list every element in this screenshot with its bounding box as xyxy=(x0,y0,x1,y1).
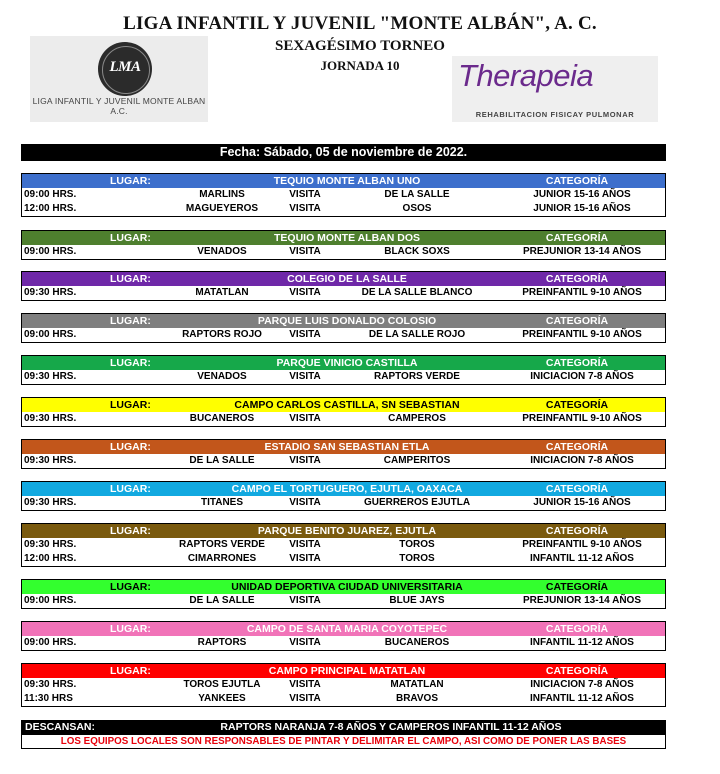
venue-block xyxy=(21,173,666,217)
home-team: YANKEES xyxy=(198,693,246,704)
venue-header xyxy=(22,622,665,636)
categoria-label: CATEGORÍA xyxy=(545,581,609,593)
rest-banner xyxy=(21,720,666,735)
game-time: 09:00 HRS. xyxy=(24,246,77,257)
away-team: MATATLAN xyxy=(390,679,444,690)
game-time: 09:30 HRS. xyxy=(24,539,77,550)
venue-header xyxy=(22,314,665,328)
league-logo-caption: LIGA INFANTIL Y JUVENIL MONTE ALBAN A.C. xyxy=(32,96,206,116)
home-team: RAPTORS xyxy=(197,637,247,648)
venue-name: CAMPO CARLOS CASTILLA, SN SEBASTIAN xyxy=(234,399,460,411)
away-team: TOROS xyxy=(399,553,435,564)
game-category: PREINFANTIL 9-10 AÑOS xyxy=(522,539,642,550)
game-time: 09:30 HRS. xyxy=(24,371,77,382)
game-category: PREINFANTIL 9-10 AÑOS xyxy=(522,329,642,340)
categoria-label: CATEGORÍA xyxy=(545,483,609,495)
venue-block xyxy=(21,663,666,707)
home-team: MARLINS xyxy=(199,189,245,200)
visita-label: VISITA xyxy=(289,553,321,564)
categoria-label: CATEGORÍA xyxy=(545,175,609,187)
venue-block xyxy=(21,271,666,301)
venue-header xyxy=(22,440,665,454)
visita-label: VISITA xyxy=(289,371,321,382)
categoria-label: CATEGORÍA xyxy=(545,399,609,411)
home-team: MAGUEYEROS xyxy=(185,203,259,214)
venue-block xyxy=(21,439,666,469)
home-team: TITANES xyxy=(200,497,244,508)
visita-label: VISITA xyxy=(289,595,321,606)
field-notice: LOS EQUIPOS LOCALES SON RESPONSABLES DE PINTAR Y DELIMITAR EL CAMPO, ASI COMO DE PONER LAS BASES xyxy=(21,735,666,749)
venue-header xyxy=(22,580,665,594)
lugar-label: LUGAR: xyxy=(110,232,151,244)
game-row xyxy=(22,454,665,468)
venue-header xyxy=(22,272,665,286)
away-team: RAPTORS VERDE xyxy=(374,371,460,382)
venue-header xyxy=(22,664,665,678)
game-category: JUNIOR 15-16 AÑOS xyxy=(533,203,631,214)
game-category: PREJUNIOR 13-14 AÑOS xyxy=(523,246,641,257)
venue-name: TEQUIO MONTE ALBAN UNO xyxy=(273,175,421,187)
categoria-label: CATEGORÍA xyxy=(545,441,609,453)
game-time: 09:30 HRS. xyxy=(24,455,77,466)
away-team: BLACK SOXS xyxy=(384,246,450,257)
venue-name: UNIDAD DEPORTIVA CIUDAD UNIVERSITARIA xyxy=(231,581,463,593)
game-row xyxy=(22,636,665,650)
categoria-label: CATEGORÍA xyxy=(545,665,609,677)
visita-label: VISITA xyxy=(289,329,321,340)
game-time: 09:00 HRS. xyxy=(24,329,77,340)
away-team: OSOS xyxy=(402,203,432,214)
game-time: 09:00 HRS. xyxy=(24,189,77,200)
venue-block xyxy=(21,355,666,385)
game-row xyxy=(22,678,665,692)
away-team: BUCANEROS xyxy=(384,637,450,648)
home-team: VENADOS xyxy=(197,246,247,257)
venue-block xyxy=(21,579,666,609)
categoria-label: CATEGORÍA xyxy=(545,273,609,285)
game-time: 11:30 HRS xyxy=(24,693,73,704)
venue-name: ESTADIO SAN SEBASTIAN ETLA xyxy=(264,441,430,453)
away-team: DE LA SALLE xyxy=(384,189,450,200)
categoria-label: CATEGORÍA xyxy=(545,357,609,369)
venue-block xyxy=(21,397,666,427)
game-row xyxy=(22,692,665,706)
away-team: GUERREROS EJUTLA xyxy=(363,497,471,508)
categoria-label: CATEGORÍA xyxy=(545,623,609,635)
home-team: RAPTORS ROJO xyxy=(182,329,262,340)
league-logo-mark: LMA xyxy=(109,59,141,75)
game-row xyxy=(22,202,665,216)
game-category: INICIACION 7-8 AÑOS xyxy=(530,371,634,382)
game-category: INFANTIL 11-12 AÑOS xyxy=(530,553,634,564)
game-category: PREJUNIOR 13-14 AÑOS xyxy=(523,595,641,606)
game-time: 12:00 HRS. xyxy=(24,553,77,564)
baseball-icon xyxy=(98,42,152,96)
lugar-label: LUGAR: xyxy=(110,273,151,285)
game-time: 09:30 HRS. xyxy=(24,413,77,424)
visita-label: VISITA xyxy=(289,287,321,298)
rest-teams: RAPTORS NARANJA 7-8 AÑOS Y CAMPEROS INFANTIL 11-12 AÑOS xyxy=(220,721,562,733)
game-category: INICIACION 7-8 AÑOS xyxy=(530,679,634,690)
venue-header xyxy=(22,356,665,370)
tournament-subtitle: SEXAGÉSIMO TORNEO xyxy=(275,38,445,54)
lugar-label: LUGAR: xyxy=(110,357,151,369)
away-team: BLUE JAYS xyxy=(389,595,445,606)
venue-name: COLEGIO DE LA SALLE xyxy=(287,273,407,285)
venue-header xyxy=(22,174,665,188)
visita-label: VISITA xyxy=(289,203,321,214)
league-logo xyxy=(30,36,208,122)
home-team: MATATLAN xyxy=(195,287,249,298)
game-row xyxy=(22,552,665,566)
home-team: BUCANEROS xyxy=(189,413,255,424)
sponsor-tagline: REHABILITACION FISICAY PULMONAR xyxy=(475,110,635,119)
visita-label: VISITA xyxy=(289,679,321,690)
venue-name: TEQUIO MONTE ALBAN DOS xyxy=(273,232,421,244)
sponsor-brand: Therapeia xyxy=(458,58,594,93)
date-banner: Fecha: Sábado, 05 de noviembre de 2022. xyxy=(21,144,666,161)
lugar-label: LUGAR: xyxy=(110,581,151,593)
lugar-label: LUGAR: xyxy=(110,623,151,635)
jornada-label: JORNADA 10 xyxy=(320,58,400,73)
venue-block xyxy=(21,523,666,567)
away-team: BRAVOS xyxy=(395,693,439,704)
home-team: CIMARRONES xyxy=(187,553,257,564)
venue-header xyxy=(22,398,665,412)
game-row xyxy=(22,594,665,608)
lugar-label: LUGAR: xyxy=(110,665,151,677)
venue-header xyxy=(22,231,665,245)
visita-label: VISITA xyxy=(289,693,321,704)
game-row xyxy=(22,412,665,426)
lugar-label: LUGAR: xyxy=(110,525,151,537)
visita-label: VISITA xyxy=(289,246,321,257)
visita-label: VISITA xyxy=(289,637,321,648)
game-category: INFANTIL 11-12 AÑOS xyxy=(530,637,634,648)
game-time: 09:30 HRS. xyxy=(24,287,77,298)
visita-label: VISITA xyxy=(289,413,321,424)
game-row xyxy=(22,370,665,384)
home-team: VENADOS xyxy=(197,371,247,382)
game-category: INICIACION 7-8 AÑOS xyxy=(530,455,634,466)
categoria-label: CATEGORÍA xyxy=(545,525,609,537)
game-time: 09:00 HRS. xyxy=(24,595,77,606)
league-title: LIGA INFANTIL Y JUVENIL "MONTE ALBÁN", A. C. xyxy=(123,13,597,34)
venue-block xyxy=(21,230,666,260)
home-team: TOROS EJUTLA xyxy=(183,679,261,690)
venue-header xyxy=(22,482,665,496)
away-team: CAMPERITOS xyxy=(383,455,451,466)
visita-label: VISITA xyxy=(289,455,321,466)
lugar-label: LUGAR: xyxy=(110,483,151,495)
game-category: PREINFANTIL 9-10 AÑOS xyxy=(522,413,642,424)
categoria-label: CATEGORÍA xyxy=(545,315,609,327)
away-team: DE LA SALLE ROJO xyxy=(368,329,466,340)
away-team: CAMPEROS xyxy=(388,413,446,424)
game-row xyxy=(22,245,665,259)
home-team: DE LA SALLE xyxy=(189,595,255,606)
visita-label: VISITA xyxy=(289,497,321,508)
venue-name: CAMPO PRINCIPAL MATATLAN xyxy=(268,665,426,677)
categoria-label: CATEGORÍA xyxy=(545,232,609,244)
venue-block xyxy=(21,621,666,651)
game-row xyxy=(22,496,665,510)
sponsor-logo xyxy=(452,56,658,122)
game-category: INFANTIL 11-12 AÑOS xyxy=(530,693,634,704)
rest-label: DESCANSAN: xyxy=(25,721,96,733)
game-row xyxy=(22,538,665,552)
venue-name: CAMPO DE SANTA MARIA COYOTEPEC xyxy=(246,623,448,635)
away-team: TOROS xyxy=(399,539,435,550)
venue-block xyxy=(21,313,666,343)
game-time: 09:30 HRS. xyxy=(24,679,77,690)
home-team: RAPTORS VERDE xyxy=(179,539,265,550)
venue-name: PARQUE LUIS DONALDO COLOSIO xyxy=(257,315,437,327)
game-row xyxy=(22,328,665,342)
venue-name: PARQUE VINICIO CASTILLA xyxy=(276,357,418,369)
game-time: 09:00 HRS. xyxy=(24,637,77,648)
game-row xyxy=(22,286,665,300)
venue-block xyxy=(21,481,666,511)
lugar-label: LUGAR: xyxy=(110,399,151,411)
lugar-label: LUGAR: xyxy=(110,315,151,327)
lugar-label: LUGAR: xyxy=(110,175,151,187)
venue-header xyxy=(22,524,665,538)
game-category: JUNIOR 15-16 AÑOS xyxy=(533,189,631,200)
visita-label: VISITA xyxy=(289,189,321,200)
home-team: DE LA SALLE xyxy=(189,455,255,466)
game-time: 12:00 HRS. xyxy=(24,203,77,214)
game-time: 09:30 HRS. xyxy=(24,497,77,508)
venue-name: CAMPO EL TORTUGUERO, EJUTLA, OAXACA xyxy=(231,483,463,495)
game-category: PREINFANTIL 9-10 AÑOS xyxy=(522,287,642,298)
away-team: DE LA SALLE BLANCO xyxy=(361,287,473,298)
lugar-label: LUGAR: xyxy=(110,441,151,453)
game-category: JUNIOR 15-16 AÑOS xyxy=(533,497,631,508)
visita-label: VISITA xyxy=(289,539,321,550)
game-row xyxy=(22,188,665,202)
venue-name: PARQUE BENITO JUAREZ, EJUTLA xyxy=(257,525,437,537)
